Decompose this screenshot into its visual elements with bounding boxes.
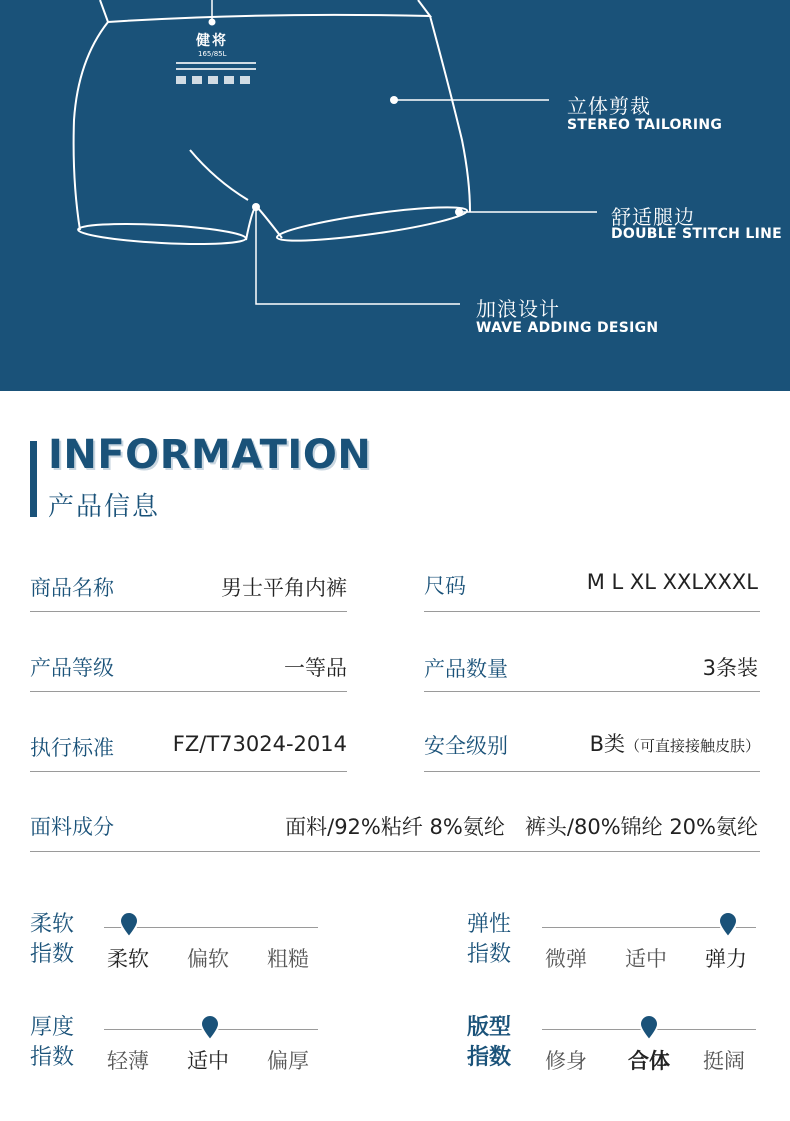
callout-stereo-en: STEREO TAILORING (567, 117, 723, 133)
softness-title-line2: 指数 (30, 942, 75, 967)
fit-title-line1: 版型 (467, 1015, 512, 1040)
divider (30, 611, 347, 612)
callout-stitch-en: DOUBLE STITCH LINE (611, 226, 782, 242)
elasticity-title-line1: 弹性 (467, 912, 512, 937)
spec-fabric-label: 面料成分 (30, 815, 114, 839)
fit-pin-icon (639, 1015, 659, 1041)
spec-std-value: FZ/T73024-2014 (172, 732, 347, 756)
fit-option-loose: 挺阔 (703, 1049, 745, 1073)
safety-note-text: （可直接接触皮肤） (624, 737, 760, 755)
thickness-title-line2: 指数 (30, 1045, 75, 1070)
softness-title-line1: 柔软 (30, 912, 75, 937)
spec-qty-label: 产品数量 (424, 657, 508, 681)
label-brand-text: 健将 (196, 33, 228, 49)
fit-title (467, 1013, 511, 1073)
divider (30, 691, 347, 692)
section-title: INFORMATION (48, 432, 372, 478)
spec-fabric-value: 面料/92%粘纤 8%氨纶 裤头/80%锦纶 20%氨纶 (285, 815, 758, 839)
softness-option-soft: 柔软 (107, 947, 149, 971)
thickness-option-thick: 偏厚 (267, 1049, 309, 1073)
spec-safety-label: 安全级别 (424, 734, 508, 758)
safety-class-text: B类 (589, 732, 625, 756)
spec-grade-value: 一等品 (284, 656, 347, 680)
thickness-option-medium: 适中 (187, 1049, 229, 1073)
softness-option-rough: 粗糙 (267, 947, 309, 971)
divider (30, 851, 760, 852)
elasticity-option-strong: 弹力 (705, 947, 747, 971)
elasticity-option-slight: 微弹 (545, 947, 587, 971)
softness-option-semisoft: 偏软 (187, 947, 229, 971)
callout-stitch-cn: 舒适腿边 (611, 205, 695, 229)
spec-grade-label: 产品等级 (30, 656, 114, 680)
spec-size-label: 尺码 (424, 574, 466, 598)
callout-stereo-cn: 立体剪裁 (567, 94, 651, 118)
callout-wave-en: WAVE ADDING DESIGN (476, 320, 659, 336)
softness-pin-icon (119, 912, 139, 938)
fit-option-regular: 合体 (628, 1049, 670, 1073)
thickness-pin-icon (200, 1015, 220, 1041)
divider (424, 771, 760, 772)
callout-wave-cn: 加浪设计 (476, 297, 560, 321)
thickness-option-thin: 轻薄 (107, 1049, 149, 1073)
fit-title-line2: 指数 (467, 1045, 512, 1070)
softness-title (30, 910, 74, 970)
fit-option-slim: 修身 (545, 1049, 587, 1073)
underwear-outline-illustration (0, 0, 790, 391)
section-accent-bar (30, 441, 37, 517)
divider (424, 611, 760, 612)
spec-safety-value (590, 728, 760, 758)
elasticity-title (467, 910, 511, 970)
spec-std-label: 执行标准 (30, 736, 114, 760)
thickness-title (30, 1013, 74, 1073)
spec-name-value: 男士平角内裤 (221, 576, 347, 600)
spec-size-value: M L XL XXLXXXL (586, 570, 758, 594)
spec-qty-value: 3条装 (702, 656, 758, 680)
divider (30, 771, 347, 772)
label-size-text: 165/85L (198, 50, 227, 58)
divider (424, 691, 760, 692)
spec-name-label: 商品名称 (30, 576, 114, 600)
section-subtitle: 产品信息 (48, 492, 161, 522)
elasticity-pin-icon (718, 912, 738, 938)
hero-banner (0, 0, 790, 391)
elasticity-title-line2: 指数 (467, 942, 512, 967)
elasticity-option-medium: 适中 (625, 947, 667, 971)
thickness-title-line1: 厚度 (30, 1015, 75, 1040)
